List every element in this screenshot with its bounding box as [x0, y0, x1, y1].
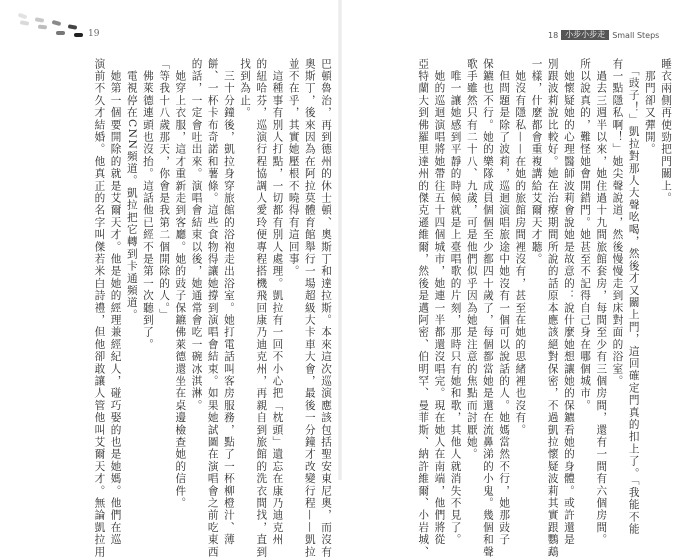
text-column: 一樣，什麼都會重複講給艾爾天才聽。 — [530, 58, 543, 266]
book-title-badge: 小步小步走 — [561, 30, 609, 40]
text-column: 亞特蘭大到佛羅里達州的傑克遜維爾，然後是邁阿密、伯明罕、曼菲斯、納許維爾、小岩城、 — [417, 58, 430, 558]
text-column: 找到為止。 — [239, 58, 252, 119]
text-column: 睡衣兩側再使勁把門關上。 — [660, 58, 672, 205]
text-column: 有一點隱私啊！」她尖聲說道，然後慢慢走到床對面的浴室。 — [611, 58, 624, 388]
text-column: 的紐哈芬，巡演行程協調人愛玲便專程搭機飛回康乃迪克州，再親自到旅館的洗衣間找，直到 — [255, 58, 268, 558]
text-column: 演前不久才結婚。他真正的名字叫傑若米白詩禮，但他卻敢讓人管他叫艾爾天才。無論凱拉用 — [93, 58, 106, 558]
page-number-right: 18 — [548, 30, 559, 40]
text-column: 她第一個要開除的就是艾爾天才。他是她的經理兼經紀人，碰巧娶的也是她媽。他們在巡 — [109, 58, 122, 546]
text-column: 巴頓魯治，再到德州的休士頓、奧斯丁和達拉斯。本來這次巡演應該包括聖安東尼奧，而沒有 — [320, 58, 332, 558]
text-column: 餅、一杯卡布奇諾和薯條。這些食物得讓她撐到演唱會結束。如果她試圖在演唱會之前吃東西 — [206, 58, 219, 558]
text-column: 「豉子！」凱拉對那人大聲吆喝，然後才又關上門，這回確定門真的扣上了。「我能不能 — [627, 58, 640, 536]
text-column: 她穿上衣服，這才重新走到客廳。她的豉子保鑣佛萊德還坐在桌邊檢查她的信件。 — [174, 58, 187, 510]
text-column: 奧斯丁，後來因為在阿拉莫體育館舉行一場超級大卡車大會，最後一分鐘才改變行程——凱拉 — [303, 58, 316, 558]
text-column: 三十分鐘後，凱拉身穿旅館的浴袍走出浴室。她打電話叫客房服務，點了一杯柳橙汁、薄 — [222, 58, 235, 546]
text-column: 她的巡迴演唱將她帶往五十四個城市，她連一半都還沒唱完。現在她人在南端，他們將從 — [433, 58, 446, 546]
text-column: 過去三週半以來，她住過十九間旅館套房，每間至少有三個房間，還有一間有六個房間。 — [595, 58, 608, 546]
text-column: 唯一讓她感到平靜的時候就是上臺唱歌的片刻，那時只有她和歌，其他人就消失不見了。 — [449, 58, 462, 546]
book-title-english: Small Steps — [612, 30, 660, 40]
text-column: 「等我十八歲那天，你會是我第二個開除的人。」 — [158, 58, 171, 322]
right-page — [340, 0, 680, 558]
text-column: 電視停在CNN頻道。凱拉把它轉到卡通頻道。 — [125, 58, 138, 322]
text-column: 歌手雖然只有二十八、九歲，可是他們似乎因為她是注意的焦點而討厭她。 — [465, 58, 478, 461]
page-number-left: 19 — [88, 29, 100, 39]
text-column: 並不在乎，其實她壓根不曉得有這回事。 — [287, 58, 300, 278]
text-column: 她懷疑她的心理醫師波莉會說她是故意的：說什麼她想讓她的保鑣看她的身體。或許還是 — [562, 58, 575, 546]
text-column: 但問題是除了波莉，巡迴演唱旅途中她沒有一個可以說話的人。她媽當然不行，她那豉子 — [498, 58, 511, 546]
text-column: 她沒有隱私——在她的旅館房間裡沒有，甚至在她的思緒裡也沒有。 — [514, 58, 527, 437]
running-head — [548, 30, 659, 40]
right-page-text — [416, 58, 672, 558]
text-column: 的話，一定會吐出來。演唱會結束以後，她通常會吃一碗冰淇淋。 — [190, 58, 203, 412]
left-page-text — [92, 58, 332, 558]
text-column: 所以說真的，難怪她會開錯門。她甚至不記得自己身在哪個城市。 — [579, 58, 592, 412]
text-column: 這種事有別人打點，一切都有別人處理。凱拉有一回不小心把「枕頭」遺忘在康乃迪克州 — [271, 58, 284, 546]
text-column: 佛萊德連頭也沒抬。這話他已經不是第一次聽到了。 — [141, 58, 154, 351]
text-column: 別跟波莉說比較好。她在治療期間所說的話原本應該絕對保密，不過凱拉懷疑波莉其實跟鸚鵡 — [546, 58, 559, 558]
text-column: 那門卻又彈開。 — [643, 58, 656, 156]
text-column: 保鑣也不行。她的樂隊成員個個至少都四十歲了，每個都當她是還在流鼻涕的小鬼。幾個和聲 — [481, 58, 494, 558]
footprints-icon — [18, 12, 88, 42]
